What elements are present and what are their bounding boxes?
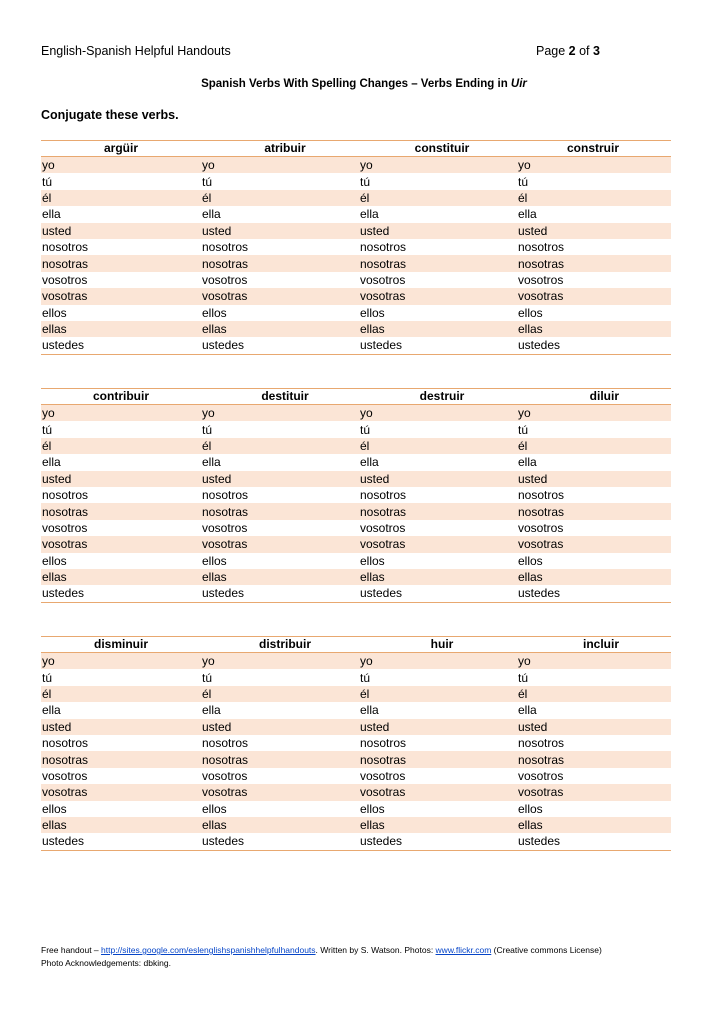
pronoun-cell: nosotras	[41, 255, 201, 271]
pronoun-cell: ellas	[517, 321, 671, 337]
pronoun-cell: ellos	[518, 553, 543, 568]
pronoun-cell: yo	[359, 157, 517, 174]
page-title	[0, 78, 728, 90]
page-total: 3	[593, 44, 600, 58]
pronoun-cell: él	[359, 438, 517, 454]
pronoun-row	[41, 833, 671, 850]
pronoun-cell: ellas	[41, 569, 201, 585]
pronoun-row	[41, 817, 671, 833]
pronoun-row	[41, 223, 671, 239]
pronoun-row	[41, 421, 671, 437]
pronoun-cell: yo	[201, 157, 359, 174]
pronoun-row	[41, 751, 671, 767]
verb-heading: diluir	[517, 389, 671, 405]
page-mid: of	[575, 44, 593, 58]
pronoun-cell: vosotros	[42, 768, 88, 783]
pronoun-row	[41, 321, 671, 337]
footer-prefix: Free handout –	[41, 945, 102, 955]
pronoun-row	[41, 206, 671, 222]
pronoun-cell: usted	[517, 223, 671, 239]
pronoun-cell: tú	[360, 670, 371, 685]
pronoun-cell: nosotras	[41, 503, 201, 519]
pronoun-cell: vosotras	[201, 536, 359, 552]
pronoun-cell: ustedes	[359, 337, 517, 354]
pronoun-cell: ellas	[201, 321, 359, 337]
pronoun-cell: ellos	[202, 305, 227, 320]
verb-heading: huir	[359, 637, 517, 653]
pronoun-row	[41, 784, 671, 800]
pronoun-cell: él	[41, 190, 201, 206]
pronoun-cell: ellas	[517, 817, 671, 833]
pronoun-cell: ellos	[42, 801, 67, 816]
pronoun-cell: nosotras	[359, 503, 517, 519]
pronoun-cell: tú	[518, 174, 529, 189]
pronoun-cell: vosotros	[202, 272, 248, 287]
footer-link-flickr[interactable]: www.flickr.com	[435, 945, 492, 955]
verb-table	[41, 388, 671, 603]
verb-heading: incluir	[517, 637, 671, 653]
pronoun-cell: ustedes	[359, 833, 517, 850]
pronoun-cell: ustedes	[201, 337, 359, 354]
verb-table	[41, 140, 671, 355]
pronoun-cell: ellos	[360, 801, 385, 816]
pronoun-cell: vosotras	[41, 288, 201, 304]
pronoun-cell: ella	[202, 455, 221, 470]
pronoun-cell: vosotros	[518, 768, 564, 783]
footer-mid: . Written by S. Watson. Photos:	[315, 945, 436, 955]
pronoun-cell: él	[41, 686, 201, 702]
pronoun-cell: nosotros	[42, 240, 89, 255]
pronoun-cell: usted	[201, 223, 359, 239]
pronoun-cell: tú	[518, 422, 529, 437]
pronoun-cell: yo	[41, 653, 201, 670]
pronoun-cell: ella	[518, 207, 537, 222]
pronoun-cell: ella	[42, 207, 61, 222]
verb-heading: atribuir	[201, 141, 359, 157]
pronoun-cell: ellas	[201, 817, 359, 833]
pronoun-cell: yo	[517, 157, 671, 174]
verb-table	[41, 636, 671, 851]
pronoun-cell: nosotros	[518, 488, 565, 503]
pronoun-cell: tú	[42, 422, 53, 437]
pronoun-cell: tú	[202, 670, 213, 685]
pronoun-cell: usted	[41, 471, 201, 487]
pronoun-cell: nosotros	[518, 736, 565, 751]
pronoun-cell: tú	[202, 174, 213, 189]
verb-heading: destituir	[201, 389, 359, 405]
pronoun-row	[41, 157, 671, 174]
pronoun-cell: usted	[359, 471, 517, 487]
pronoun-row	[41, 585, 671, 602]
pronoun-cell: ellos	[202, 553, 227, 568]
page-number	[536, 44, 600, 58]
footer-line-1	[41, 944, 602, 957]
pronoun-row	[41, 702, 671, 718]
pronoun-cell: nosotros	[202, 736, 249, 751]
pronoun-cell: ellos	[202, 801, 227, 816]
pronoun-cell: vosotras	[359, 288, 517, 304]
pronoun-cell: yo	[517, 653, 671, 670]
pronoun-cell: vosotras	[517, 784, 671, 800]
pronoun-cell: él	[517, 190, 671, 206]
pronoun-cell: ellas	[359, 569, 517, 585]
pronoun-cell: ellos	[42, 553, 67, 568]
pronoun-cell: tú	[42, 174, 53, 189]
pronoun-cell: nosotros	[42, 488, 89, 503]
pronoun-cell: usted	[359, 719, 517, 735]
pronoun-cell: vosotros	[202, 768, 248, 783]
pronoun-cell: ella	[518, 455, 537, 470]
pronoun-cell: nosotras	[201, 503, 359, 519]
pronoun-row	[41, 569, 671, 585]
pronoun-row	[41, 669, 671, 685]
pronoun-row	[41, 173, 671, 189]
pronoun-cell: tú	[518, 670, 529, 685]
pronoun-cell: yo	[41, 405, 201, 422]
verb-heading: argüir	[41, 141, 201, 157]
pronoun-cell: usted	[201, 719, 359, 735]
pronoun-row	[41, 288, 671, 304]
verb-heading: distribuir	[201, 637, 359, 653]
pronoun-cell: nosotros	[202, 488, 249, 503]
pronoun-cell: ustedes	[201, 585, 359, 602]
pronoun-row	[41, 719, 671, 735]
pronoun-cell: ellas	[41, 321, 201, 337]
document-header-title: English-Spanish Helpful Handouts	[41, 44, 231, 58]
pronoun-cell: vosotros	[518, 520, 564, 535]
pronoun-cell: vosotros	[202, 520, 248, 535]
pronoun-cell: ellas	[359, 321, 517, 337]
pronoun-row	[41, 503, 671, 519]
pronoun-cell: ella	[42, 455, 61, 470]
pronoun-cell: nosotras	[201, 255, 359, 271]
pronoun-row	[41, 471, 671, 487]
pronoun-row	[41, 520, 671, 536]
pronoun-cell: él	[359, 686, 517, 702]
pronoun-row	[41, 553, 671, 569]
pronoun-cell: ustedes	[517, 833, 671, 850]
pronoun-cell: vosotros	[518, 272, 564, 287]
pronoun-row	[41, 438, 671, 454]
pronoun-cell: él	[517, 686, 671, 702]
pronoun-cell: usted	[41, 223, 201, 239]
page-title-main: Spanish Verbs With Spelling Changes – Verbs Ending in	[201, 78, 511, 90]
pronoun-row	[41, 305, 671, 321]
pronoun-row	[41, 272, 671, 288]
pronoun-cell: yo	[359, 653, 517, 670]
pronoun-cell: nosotras	[201, 751, 359, 767]
pronoun-cell: usted	[201, 471, 359, 487]
footer-suffix: (Creative commons License)	[491, 945, 602, 955]
verb-header-row	[41, 637, 671, 653]
pronoun-cell: él	[201, 190, 359, 206]
pronoun-cell: nosotros	[518, 240, 565, 255]
pronoun-cell: él	[517, 438, 671, 454]
pronoun-cell: ellas	[359, 817, 517, 833]
pronoun-cell: yo	[41, 157, 201, 174]
verb-heading: construir	[517, 141, 671, 157]
pronoun-cell: tú	[42, 670, 53, 685]
pronoun-cell: ellos	[360, 553, 385, 568]
pronoun-cell: nosotros	[202, 240, 249, 255]
pronoun-row	[41, 735, 671, 751]
pronoun-cell: usted	[517, 719, 671, 735]
pronoun-row	[41, 190, 671, 206]
pronoun-cell: nosotras	[517, 503, 671, 519]
pronoun-cell: nosotras	[41, 751, 201, 767]
pronoun-cell: ellas	[517, 569, 671, 585]
pronoun-cell: ustedes	[359, 585, 517, 602]
pronoun-cell: nosotros	[360, 736, 407, 751]
pronoun-row	[41, 801, 671, 817]
pronoun-cell: ustedes	[517, 585, 671, 602]
pronoun-row	[41, 337, 671, 354]
pronoun-row	[41, 454, 671, 470]
pronoun-row	[41, 487, 671, 503]
pronoun-row	[41, 686, 671, 702]
pronoun-cell: tú	[360, 174, 371, 189]
pronoun-row	[41, 536, 671, 552]
pronoun-cell: nosotros	[360, 488, 407, 503]
pronoun-cell: ellas	[41, 817, 201, 833]
pronoun-cell: nosotros	[42, 736, 89, 751]
pronoun-cell: nosotras	[517, 255, 671, 271]
footer-line-2: Photo Acknowledgements: dbking.	[41, 958, 171, 968]
pronoun-cell: usted	[41, 719, 201, 735]
pronoun-row	[41, 239, 671, 255]
page-prefix: Page	[536, 44, 569, 58]
pronoun-cell: yo	[359, 405, 517, 422]
page-current: 2	[568, 44, 576, 58]
verb-heading: constituir	[359, 141, 517, 157]
pronoun-cell: ustedes	[41, 833, 201, 850]
pronoun-cell: tú	[360, 422, 371, 437]
pronoun-cell: ustedes	[41, 337, 201, 354]
footer	[41, 944, 602, 970]
pronoun-cell: vosotras	[517, 536, 671, 552]
verb-header-row	[41, 389, 671, 405]
pronoun-row	[41, 768, 671, 784]
instruction: Conjugate these verbs.	[41, 108, 179, 122]
pronoun-cell: ella	[360, 455, 379, 470]
pronoun-cell: ella	[360, 207, 379, 222]
pronoun-cell: ellos	[360, 305, 385, 320]
pronoun-cell: vosotros	[360, 520, 406, 535]
verb-heading: disminuir	[41, 637, 201, 653]
pronoun-cell: nosotras	[359, 751, 517, 767]
pronoun-row	[41, 653, 671, 670]
pronoun-cell: nosotras	[517, 751, 671, 767]
pronoun-cell: nosotras	[359, 255, 517, 271]
pronoun-cell: yo	[201, 405, 359, 422]
pronoun-cell: yo	[201, 653, 359, 670]
pronoun-cell: él	[201, 438, 359, 454]
pronoun-cell: ellos	[518, 801, 543, 816]
pronoun-cell: ella	[360, 703, 379, 718]
pronoun-cell: usted	[359, 223, 517, 239]
pronoun-cell: tú	[202, 422, 213, 437]
pronoun-cell: vosotros	[42, 520, 88, 535]
pronoun-cell: vosotras	[359, 784, 517, 800]
pronoun-cell: vosotras	[201, 784, 359, 800]
verb-header-row	[41, 141, 671, 157]
pronoun-row	[41, 255, 671, 271]
pronoun-row	[41, 405, 671, 422]
pronoun-cell: vosotras	[359, 536, 517, 552]
pronoun-cell: ustedes	[201, 833, 359, 850]
footer-link-sites[interactable]: http://sites.google.com/eslenglishspanishhelpfulhandouts	[101, 945, 316, 955]
pronoun-cell: ellos	[518, 305, 543, 320]
pronoun-cell: ustedes	[517, 337, 671, 354]
pronoun-cell: vosotros	[360, 768, 406, 783]
pronoun-cell: usted	[517, 471, 671, 487]
pronoun-cell: vosotras	[201, 288, 359, 304]
verb-heading: contribuir	[41, 389, 201, 405]
pronoun-cell: él	[41, 438, 201, 454]
pronoun-cell: ella	[42, 703, 61, 718]
pronoun-cell: ella	[518, 703, 537, 718]
verb-heading: destruir	[359, 389, 517, 405]
pronoun-cell: vosotras	[41, 784, 201, 800]
pronoun-cell: yo	[517, 405, 671, 422]
pronoun-cell: ellas	[201, 569, 359, 585]
pronoun-cell: ella	[202, 207, 221, 222]
page-title-emphasis: Uir	[510, 78, 527, 90]
pronoun-cell: vosotras	[41, 536, 201, 552]
pronoun-cell: él	[359, 190, 517, 206]
pronoun-cell: ella	[202, 703, 221, 718]
pronoun-cell: vosotros	[42, 272, 88, 287]
pronoun-cell: ellos	[42, 305, 67, 320]
pronoun-cell: nosotros	[360, 240, 407, 255]
pronoun-cell: ustedes	[41, 585, 201, 602]
pronoun-cell: él	[201, 686, 359, 702]
pronoun-cell: vosotros	[360, 272, 406, 287]
pronoun-cell: vosotras	[517, 288, 671, 304]
